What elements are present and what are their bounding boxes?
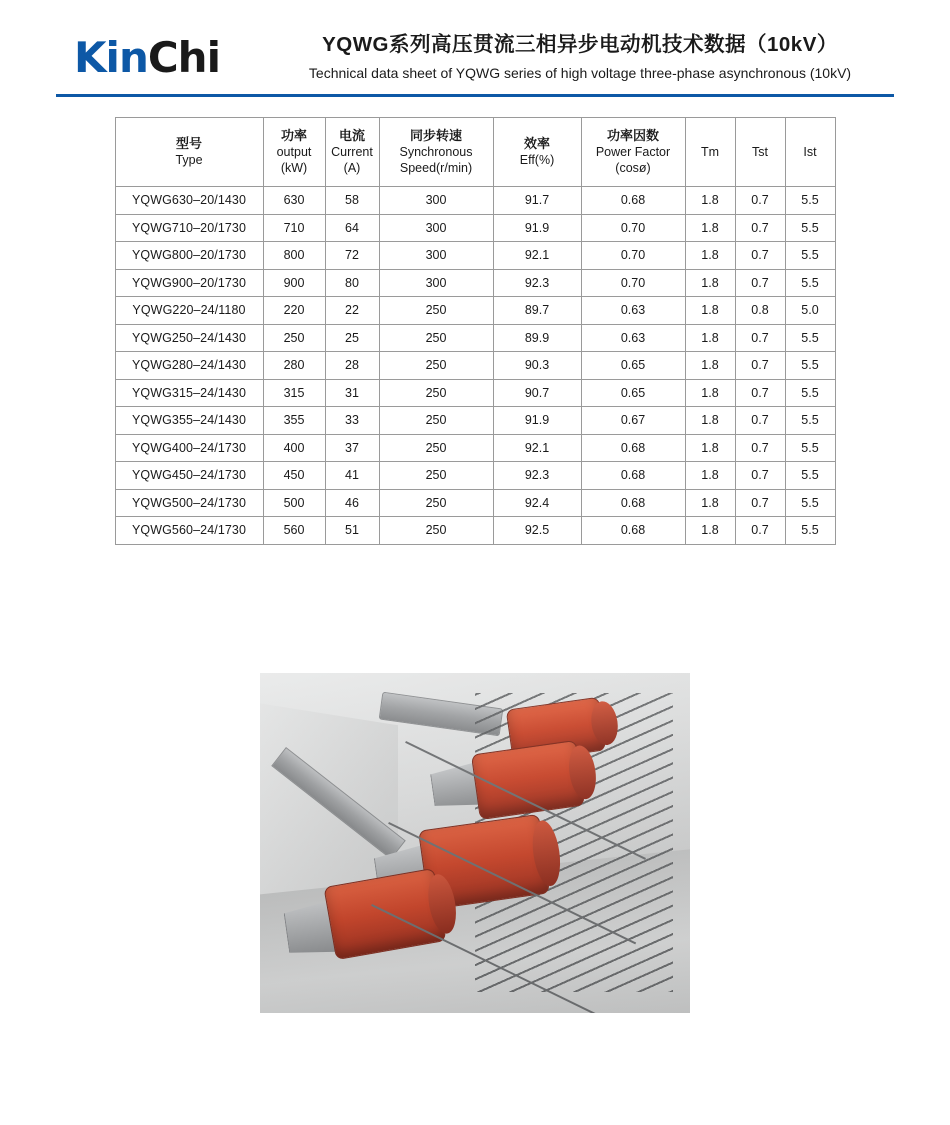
col-header-output-cn: 功率 [280,127,307,143]
col-header-tst [735,118,785,187]
col-header-output-en: output [276,145,312,160]
cell-current: 31 [325,379,379,407]
cell-tm: 1.8 [685,379,735,407]
cell-tm: 1.8 [685,517,735,545]
table-row [115,242,835,270]
brand-logo-chi: Chi [147,33,220,82]
cell-model: YQWG250–24/1430 [115,324,263,352]
cell-speed: 300 [379,242,493,270]
table-row [115,407,835,435]
col-header-type-en: Type [175,153,203,168]
document-page [0,22,950,1125]
cell-power-factor: 0.67 [581,407,685,435]
cell-ist: 5.5 [785,434,835,462]
col-header-efficiency [493,118,581,187]
cell-power-factor: 0.65 [581,379,685,407]
cell-tst: 0.7 [735,517,785,545]
cell-ist: 5.5 [785,517,835,545]
cell-power-factor: 0.68 [581,187,685,215]
page-header [56,22,894,94]
spec-table-container [0,117,950,545]
cell-tst: 0.7 [735,352,785,380]
cell-model: YQWG560–24/1730 [115,517,263,545]
col-header-output [263,118,325,187]
cell-ist: 5.5 [785,214,835,242]
cell-power-factor: 0.65 [581,352,685,380]
cell-power-factor: 0.68 [581,517,685,545]
cell-tm: 1.8 [685,242,735,270]
cell-ist: 5.5 [785,407,835,435]
cell-power-factor: 0.70 [581,242,685,270]
cell-model: YQWG800–20/1730 [115,242,263,270]
page-title-en: Technical data sheet of YQWG series of high voltage three-phase asynchronous (10kV) [308,64,852,81]
col-header-tst-label: Tst [752,145,768,159]
cell-tm: 1.8 [685,462,735,490]
table-row [115,489,835,517]
cell-speed: 250 [379,407,493,435]
cell-current: 64 [325,214,379,242]
table-header-row [115,118,835,187]
cell-output: 710 [263,214,325,242]
table-row [115,517,835,545]
cell-tst: 0.7 [735,489,785,517]
cell-speed: 300 [379,214,493,242]
cell-speed: 250 [379,324,493,352]
cell-efficiency: 91.9 [493,214,581,242]
cell-power-factor: 0.68 [581,434,685,462]
table-row [115,324,835,352]
page-title-cn: YQWG系列高压贯流三相异步电动机技术数据（10kV） [322,33,838,57]
cell-speed: 250 [379,517,493,545]
cell-efficiency: 91.9 [493,407,581,435]
col-header-current [325,118,379,187]
col-header-current-en: Current [331,145,373,160]
cell-output: 280 [263,352,325,380]
col-header-power-factor-en: Power Factor [595,145,671,160]
cell-current: 80 [325,269,379,297]
col-header-speed-en: Synchronous [399,145,473,160]
cell-current: 22 [325,297,379,325]
cell-model: YQWG280–24/1430 [115,352,263,380]
cell-model: YQWG315–24/1430 [115,379,263,407]
cell-model: YQWG450–24/1730 [115,462,263,490]
cell-ist: 5.5 [785,489,835,517]
cell-model: YQWG900–20/1730 [115,269,263,297]
cell-tm: 1.8 [685,187,735,215]
cell-speed: 250 [379,352,493,380]
cell-ist: 5.5 [785,324,835,352]
col-header-speed-cn: 同步转速 [409,127,462,143]
spec-table [115,117,836,545]
cell-tst: 0.7 [735,434,785,462]
cell-efficiency: 90.3 [493,352,581,380]
table-row [115,269,835,297]
col-header-power-factor [581,118,685,187]
cell-output: 560 [263,517,325,545]
cell-tm: 1.8 [685,269,735,297]
cell-ist: 5.5 [785,242,835,270]
cell-efficiency: 92.3 [493,462,581,490]
header-divider [56,94,894,97]
cell-output: 355 [263,407,325,435]
col-header-ist-label: Ist [803,145,817,159]
col-header-power-factor-cn: 功率因数 [606,127,659,143]
cell-power-factor: 0.70 [581,269,685,297]
col-header-current-unit: (A) [343,161,361,176]
col-header-type-cn: 型号 [175,135,202,151]
table-row [115,434,835,462]
cell-efficiency: 89.7 [493,297,581,325]
cell-current: 33 [325,407,379,435]
cell-tst: 0.7 [735,379,785,407]
cell-ist: 5.5 [785,352,835,380]
col-header-speed [379,118,493,187]
cell-current: 58 [325,187,379,215]
cell-tst: 0.7 [735,269,785,297]
cell-current: 46 [325,489,379,517]
cell-tm: 1.8 [685,489,735,517]
cell-ist: 5.5 [785,187,835,215]
cell-power-factor: 0.68 [581,462,685,490]
col-header-output-unit: (kW) [280,161,308,176]
cell-ist: 5.5 [785,269,835,297]
col-header-tm-label: Tm [700,145,720,159]
brand-logo-text [74,33,220,82]
cell-speed: 250 [379,489,493,517]
cell-model: YQWG710–20/1730 [115,214,263,242]
cell-ist: 5.0 [785,297,835,325]
cell-output: 800 [263,242,325,270]
cell-tst: 0.8 [735,297,785,325]
cell-efficiency: 92.4 [493,489,581,517]
product-photo [260,673,690,1013]
photo-overlay [260,673,690,1013]
cell-tm: 1.8 [685,352,735,380]
cell-output: 220 [263,297,325,325]
cell-output: 250 [263,324,325,352]
cell-output: 900 [263,269,325,297]
col-header-current-cn: 电流 [338,127,365,143]
brand-logo [56,33,266,82]
cell-tst: 0.7 [735,462,785,490]
cell-tm: 1.8 [685,407,735,435]
cell-model: YQWG500–24/1730 [115,489,263,517]
cell-power-factor: 0.70 [581,214,685,242]
col-header-power-factor-unit: (cosø) [615,161,651,176]
table-row [115,214,835,242]
cell-power-factor: 0.63 [581,297,685,325]
cell-efficiency: 90.7 [493,379,581,407]
page-title-block [266,30,894,86]
cell-tst: 0.7 [735,242,785,270]
product-photo-container [0,673,950,1013]
cell-current: 51 [325,517,379,545]
cell-tst: 0.7 [735,407,785,435]
cell-efficiency: 89.9 [493,324,581,352]
col-header-efficiency-en: Eff(%) [519,153,555,168]
table-row [115,352,835,380]
table-row [115,462,835,490]
table-row [115,379,835,407]
cell-tm: 1.8 [685,434,735,462]
cell-model: YQWG220–24/1180 [115,297,263,325]
cell-tst: 0.7 [735,214,785,242]
cell-efficiency: 92.1 [493,242,581,270]
cell-ist: 5.5 [785,462,835,490]
col-header-ist [785,118,835,187]
cell-tm: 1.8 [685,214,735,242]
cell-model: YQWG630–20/1430 [115,187,263,215]
cell-speed: 250 [379,462,493,490]
cell-output: 315 [263,379,325,407]
cell-efficiency: 92.5 [493,517,581,545]
cell-current: 37 [325,434,379,462]
cell-tm: 1.8 [685,297,735,325]
spec-table-body [115,187,835,545]
brand-logo-kin: Kin [74,33,148,82]
cell-efficiency: 91.7 [493,187,581,215]
spec-table-head [115,118,835,187]
cell-model: YQWG400–24/1730 [115,434,263,462]
cell-current: 72 [325,242,379,270]
cell-efficiency: 92.3 [493,269,581,297]
cell-tst: 0.7 [735,324,785,352]
cell-speed: 250 [379,379,493,407]
col-header-speed-unit: Speed(r/min) [399,161,473,176]
col-header-type [115,118,263,187]
cell-output: 630 [263,187,325,215]
cell-speed: 250 [379,434,493,462]
cell-model: YQWG355–24/1430 [115,407,263,435]
col-header-tm [685,118,735,187]
cell-tm: 1.8 [685,324,735,352]
cell-current: 25 [325,324,379,352]
table-row [115,297,835,325]
col-header-efficiency-cn: 效率 [523,135,550,151]
cell-power-factor: 0.63 [581,324,685,352]
cell-speed: 250 [379,297,493,325]
cell-ist: 5.5 [785,379,835,407]
cell-output: 400 [263,434,325,462]
cell-current: 41 [325,462,379,490]
cell-output: 500 [263,489,325,517]
table-row [115,187,835,215]
cell-current: 28 [325,352,379,380]
cell-speed: 300 [379,269,493,297]
cell-tst: 0.7 [735,187,785,215]
cell-power-factor: 0.68 [581,489,685,517]
cell-speed: 300 [379,187,493,215]
cell-output: 450 [263,462,325,490]
cell-efficiency: 92.1 [493,434,581,462]
